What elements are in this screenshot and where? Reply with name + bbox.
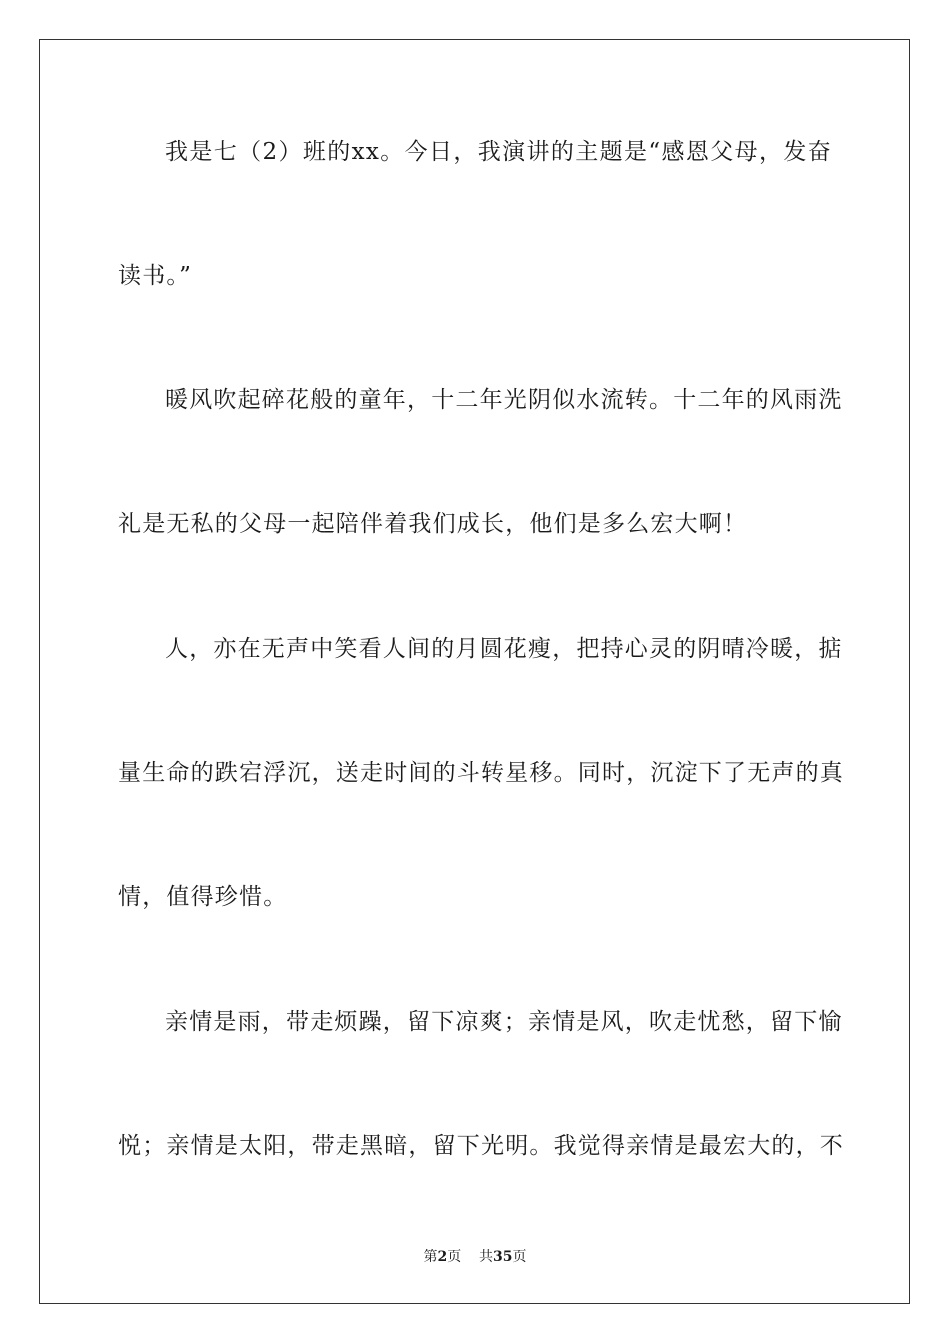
paragraph-4-line-1: 亲情是雨，带走烦躁，留下凉爽；亲情是风，吹走忧愁，留下愉 xyxy=(165,1009,843,1035)
paragraph-2-line-2: 礼是无私的父母一起陪伴着我们成长，他们是多么宏大啊！ xyxy=(118,511,748,537)
paragraph-2-line-1: 暖风吹起碎花般的童年，十二年光阴似水流转。十二年的风雨洗 xyxy=(165,387,843,413)
paragraph-1-line-1: 我是七（2）班的xx。今日，我演讲的主题是“感恩父母，发奋 xyxy=(165,139,832,165)
footer-page-suffix: 页 xyxy=(447,1249,462,1265)
paragraph-3-line-1: 人，亦在无声中笑看人间的月圆花瘦，把持心灵的阴晴冷暖，掂 xyxy=(165,636,843,662)
paragraph-3-line-3: 情，值得珍惜。 xyxy=(118,884,288,910)
paragraph-4-line-2: 悦；亲情是太阳，带走黑暗，留下光明。我觉得亲情是最宏大的，不 xyxy=(118,1133,844,1159)
paragraph-1-line-2: 读书。” xyxy=(118,263,193,289)
page-border xyxy=(39,39,910,1304)
footer-total-pages: 35 xyxy=(493,1249,513,1265)
footer-page-number: 2 xyxy=(437,1249,448,1265)
page-footer xyxy=(0,1247,950,1267)
footer-total-suffix: 页 xyxy=(512,1249,527,1265)
footer-page-prefix: 第 xyxy=(423,1249,438,1265)
paragraph-3-line-2: 量生命的跌宕浮沉，送走时间的斗转星移。同时，沉淀下了无声的真 xyxy=(118,760,844,786)
footer-total-prefix: 共 xyxy=(479,1249,494,1265)
